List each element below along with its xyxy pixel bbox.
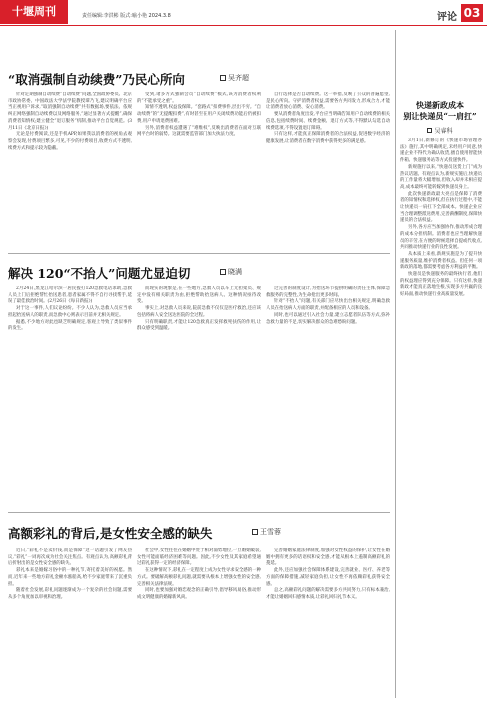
divider xyxy=(8,512,390,513)
article3-col3: 完善婚姻家庭法律制度,加强对女性权益的保护,让女性在婚姻中拥有更多的话语权和安全感,才能从根本上遏制高额彩礼的蔓延。 此外,还应加强社会保障体系建设,完善就业、医疗、养老等方面的保障措施,减轻家庭负担,让女性不再依赖彩礼获得安全感。 总之,高额彩礼问题的解决需要多方共同努力,只有标本兼治,才能让婚姻回归感情本质,让彩礼回归礼节本义。 xyxy=(266,548,390,600)
masthead: 十堰周刊 xyxy=(0,0,68,24)
article1-col1: 针对定期强制自动续费“自动续费”问题,全国政协委员、北京市政协常委、中国政法大学法学院教授谭乃飞,建议明确平台应当正视用户诉求,“取消强制自动续费”共有数据场,要依法、依规纠正网络强制自动续费以及网络服务,“通过显著方式提醒”,确保消费者知情权;建立健全“退订服务”机制,推动平台自觉规范。(3月11日《北京日报》) 无论是付费阅读,还是手机APP,如果我以消费者的视角去观察会发现,付费项目繁多,可见,不少的付费项目,收费方式不透明,续费方式和提示较为隐蔽。 xyxy=(8,92,132,151)
editor-credits: 责任编辑:李洪彬 版式:喻小艳 2024.3.8 xyxy=(82,13,171,19)
article1-col3: 自行选择是否自动续费。这一举措,反映了公众的普遍愿望,是民心所向。守护消费者权益,需要各方共同发力,形成合力,才能让消费者放心消费、安心消费。 要从消费者角度出发,平台应当明确告知用户自动续费的相关信息,包括续费时间、续费金额、退订方式等,不得默认勾选自动续费选项,不得设置退订障碍。 只有这样,才能真正保障消费者的合法权益,促进数字经济的健康发展,让消费者在数字消费中获得更多的满足感。 xyxy=(266,92,390,144)
page-header xyxy=(0,0,487,24)
article1-col2: 受到,诸多方式强制会员“自动续费”模式,该为消费者权利的“不能承受之重”。 知情不透明,权益没保障。“套路式”扣费事件,层出不穷。“自动续费”的“无提醒扣费”,有时甚至在用户关闭续费功能后仍被扣费,用户申请退费困难。 另外,消费者权益遭遇了“难维权”,反映出消费者在面对互联网平台时的弱势。这就需要监管部门加大执法力度。 xyxy=(137,92,261,138)
article2-col3: 过完善的制度设计,为抬送环节提供明确的责任主体,保障急救服务的完整性,为生命抢出更多时间。 针对“不抬人”问题,有关部门应尽快出台相关规定,明确急救人员在抬送病人方面的职责,并配备相应的人员和设备。 同时,也可以通过引入社会力量,建立志愿者队伍等方式,弥补急救力量的不足,切实解决群众的急难愁盼问题。 xyxy=(266,286,390,325)
article2-col2: 而现实的现象是,在一些地方,急救人员以车上无担架员、规定中没有相关职责为由,拒绝帮助抬送病人。这种情况亟待改变。 事实上,对急救人员来说,院前急救不仅仅是医疗救治,还应该包括将病人安全送达医院的全过程。 只有明确职责,才能让120急救真正发挥救死扶伤的作用,让群众感受到温暖。 xyxy=(137,286,261,332)
article2-byline: 晓满 xyxy=(220,267,242,277)
article1-byline: 吴齐超 xyxy=(220,73,249,83)
divider xyxy=(8,253,390,254)
article3-byline: 王雪蓉 xyxy=(252,527,281,537)
section-name: 评论 xyxy=(437,12,457,23)
column-divider xyxy=(395,30,396,698)
article1-title: “取消强制自动续费”乃民心所向 xyxy=(8,72,185,87)
sidebar-byline: 吴睿科 xyxy=(400,126,480,135)
article3-col1: 近日,“彩礼不是卖价钱,而是保障”这一话题引发了网友热议,“彩礼”一词再次成为社会关注焦点。有观点认为,高额彩礼背后折射出的是女性安全感的缺失。 彩礼本来是婚嫁习俗中的一种礼节,寄托着美好的祝愿。然而,近年来一些地方彩礼金额水涨船高,给不少家庭带来了沉重负担。 随着社会发展,彩礼问题逐渐成为一个复杂的社会问题,需要从多个角度加以审视和治理。 xyxy=(8,548,132,600)
sidebar-title: 快递新政成本 别让快递员“一肩扛” xyxy=(403,100,477,121)
article3-col2: 社会中,女性往往在婚姻中处于相对弱势地位,一旦婚姻破裂,女性可能面临经济困难等问题。因此,不少女性及其家庭希望通过彩礼获得一定的经济保障。 在这种情况下,彩礼在一定程度上成为女性寻求安全感的一种方式。要破解高额彩礼问题,就需要从根本上增强女性的安全感,完善相关法律法规。 同时,也要加强对婚恋观念的正确引导,倡导移风易俗,推动形成文明健康的婚嫁新风尚。 xyxy=(137,548,261,600)
page-number: 03 xyxy=(461,4,483,22)
sidebar-body: 3月1日,新修订的《快递市场管理办法》施行,其中明确规定,未经用户同意,快递企业不得代为确认收货,擅自使用智能快件箱、快递服务站等方式投递快件。 新规施行以来,“快递员送货上门”成为热议话题。有观点认为,新规实施后,快递员的工作量将大幅增加,但收入却并未相应提高,成本最终可能转嫁到快递员身上。 此次快递新政最大亮点是保障了消费者的知情权和选择权,但在执行过程中,不能让快递员一肩扛下全部成本。快递企业应当合理调整派送费用,完善薪酬制度,保障快递员的合法权益。 另外,各方应当加强协作,推动形成合理的成本分担机制。消费者也应当理解快递员的辛劳,在方便的时候选择自提或代收点,共同推动快递行业的良性发展。 从本质上来看,新规实施是为了提升快递服务质量,维护消费者权益。但任何一项新政的落地,都需要考虑各方利益的平衡。 快递员是快递服务的最终执行者,他们的权益理应得到充分保障。只有这样,快递新政才能真正落地生根,实现多方共赢的良好局面,推动快递行业高质量发展。 xyxy=(400,138,482,298)
article2-title: 解决 120“不抬人”问题尤显迫切 xyxy=(8,266,191,281)
article2-col1: 2月24日,黑龙江哈尔滨一居民拨打120急救电话求助,急救人员上门后拒绝帮忙抬送患者,患者家属不得不自行寻找帮手,延误了最佳救治时间。(2月26日《每日新报》) 对于这一事件,人们议论纷纷。不少人认为,急救人员应当承担起抬送病人的职责,而急救中心则表示目前并无相关规定。 据悉,不少地方对此也缺乏明确规定,客观上导致了类似事件的发生。 xyxy=(8,286,132,332)
header-rule xyxy=(0,25,487,26)
article3-title: 高额彩礼的背后,是女性安全感的缺失 xyxy=(8,526,213,541)
